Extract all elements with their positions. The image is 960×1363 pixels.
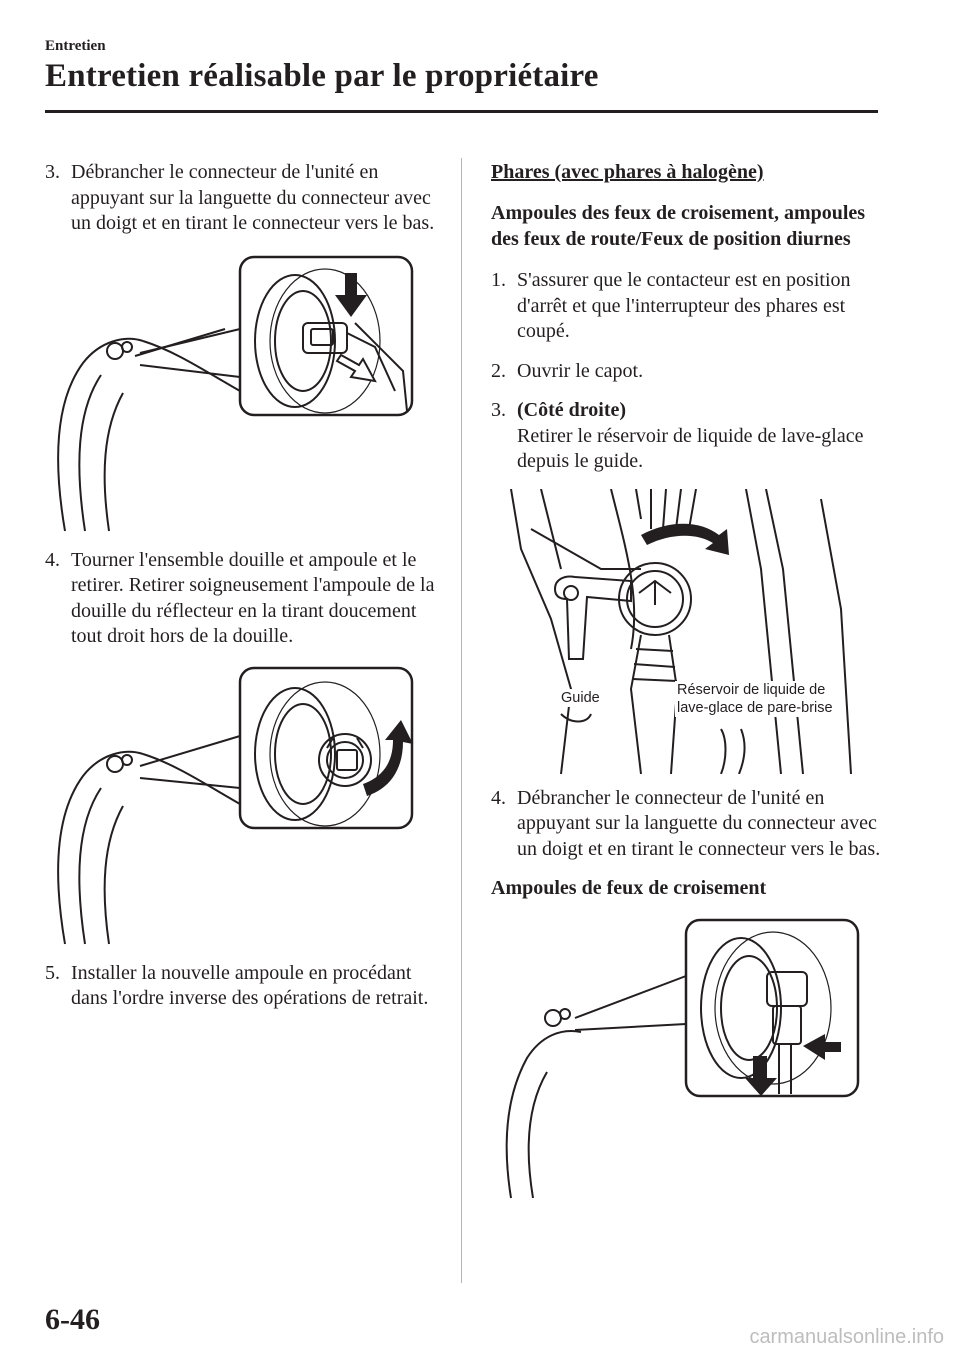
step-number: 3.: [45, 161, 60, 183]
step-number: 5.: [45, 961, 60, 984]
step-number: 1.: [491, 269, 506, 291]
left-step-4: [45, 548, 445, 650]
step-number: 2.: [491, 359, 506, 382]
figure-washer-reservoir: [491, 489, 871, 774]
section-heading: Phares (avec phares à halogène): [491, 161, 764, 183]
header-rule: [45, 110, 878, 113]
column-divider: [461, 158, 462, 1283]
callout-reservoir: [675, 681, 835, 717]
left-column: [45, 160, 445, 1026]
step-text: Tourner l'ensemble douille et ampoule et le retirer. Retirer soigneusement l'ampoule de la douille du réflecteur en la tirant doucement tout droit hors de la douille.: [71, 548, 435, 647]
right-step-4: [491, 786, 891, 863]
step-number: 4.: [45, 548, 60, 571]
step-number: 3.: [491, 399, 506, 421]
step-text: Installer la nouvelle ampoule en procédant dans l'ordre inverse des opérations de retrait.: [71, 961, 429, 1009]
section-label: Entretien: [45, 38, 106, 54]
step-number: 4.: [491, 786, 506, 809]
page-title: Entretien réalisable par le propriétaire: [45, 58, 599, 94]
step-text: Débrancher le connecteur de l'unité en appuyant sur la languette du connecteur avec un doigt et en tirant le connecteur vers le bas.: [71, 161, 435, 234]
right-step-2: [491, 359, 891, 385]
watermark: carmanualsonline.info: [749, 1326, 944, 1348]
right-step-3: [491, 398, 891, 475]
right-column: [491, 160, 891, 1215]
left-step-3: [45, 160, 445, 237]
step-text: S'assurer que le contacteur est en position d'arrêt et que l'interrupteur des phares est coupé.: [517, 269, 851, 342]
left-step-5: [45, 961, 445, 1012]
callout-reservoir-line2: lave-glace de pare-brise: [677, 699, 833, 716]
step-text: Retirer le réservoir de liquide de lave-glace depuis le guide.: [517, 424, 864, 472]
step-condition: (Côté droite): [517, 399, 627, 421]
figure-rotate-socket: [45, 664, 445, 949]
callout-guide: Guide: [561, 689, 600, 706]
figure-disconnect-connector: [45, 251, 445, 536]
right-step-1: [491, 268, 891, 345]
page-number: 6-46: [45, 1303, 100, 1336]
callout-reservoir-line1: Réservoir de liquide de: [677, 681, 826, 698]
step-text: Ouvrir le capot.: [517, 359, 644, 382]
figure-low-beam-connector: [491, 918, 891, 1203]
subsection-heading: Ampoules des feux de croisement, ampoules des feux de route/Feux de position diurnes: [491, 202, 866, 250]
subsection-heading-low-beam: Ampoules de feux de croisement: [491, 877, 767, 899]
step-text: Débrancher le connecteur de l'unité en appuyant sur la languette du connecteur avec un doigt et en tirant le connecteur vers le bas.: [517, 786, 881, 860]
